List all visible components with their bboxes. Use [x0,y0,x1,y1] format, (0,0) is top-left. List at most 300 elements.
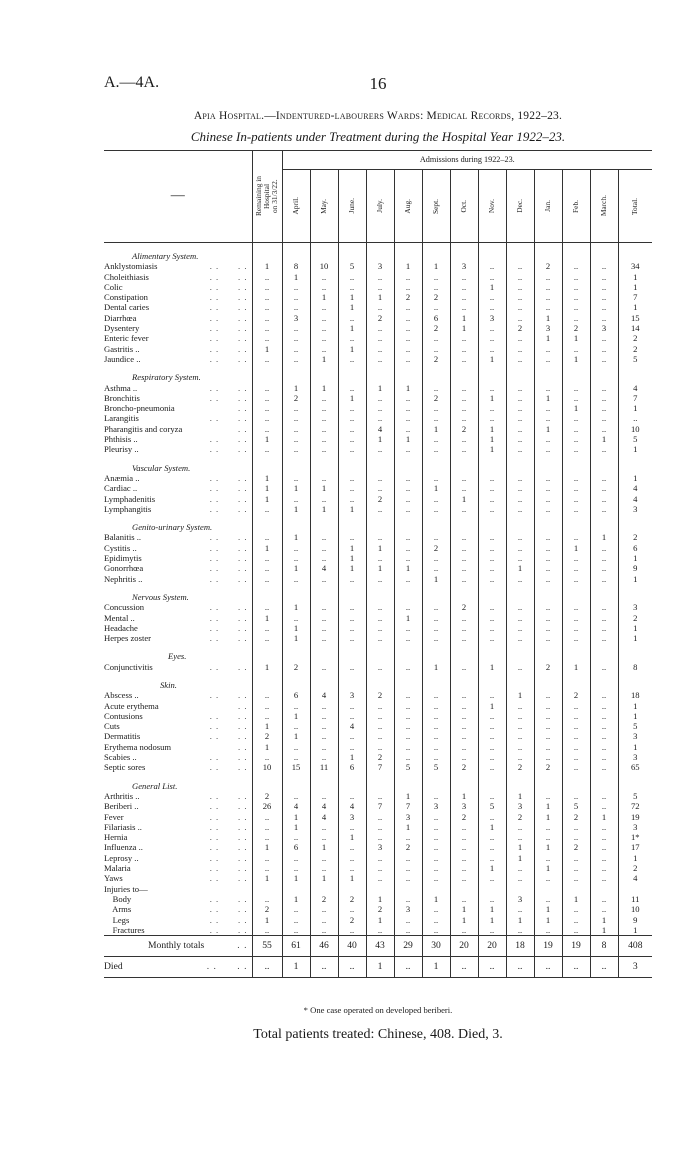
value-cell: 2 [506,762,534,772]
value-cell: .. [590,762,618,772]
value-cell: .. [282,282,310,292]
value-cell: 2 [366,752,394,762]
value-cell: .. [422,832,450,842]
value-cell: 1 [366,543,394,553]
value-cell: .. [506,623,534,633]
empty-cell [450,455,478,473]
empty-cell [506,514,534,532]
value-cell: 1 [534,812,562,822]
value-cell: .. [394,473,422,483]
value-cell: 10 [252,762,282,772]
value-cell: 5 [422,762,450,772]
value-cell: .. [478,494,506,504]
table-row [104,801,652,811]
value-cell: 3 [422,801,450,811]
value-cell: 1 [282,272,310,282]
empty-cell [562,364,590,382]
value-cell: 3 [618,822,652,832]
value-cell: .. [252,393,282,403]
value-cell: 5 [478,801,506,811]
value-cell: .. [366,272,394,282]
value-cell: .. [506,282,534,292]
value-cell: .. [394,543,422,553]
empty-cell [534,455,562,473]
row-label: Anklystomiasis . . . . [104,261,248,272]
row-label: Balanitis .. . . . . [104,532,248,543]
empty-cell [506,643,534,661]
value-cell: .. [282,473,310,483]
value-cell: .. [562,822,590,832]
value-cell: 20 [450,936,478,957]
value-cell: .. [534,563,562,573]
value-cell: .. [252,532,282,542]
value-cell: .. [534,742,562,752]
empty-cell [534,514,562,532]
value-cell: .. [506,742,534,752]
table-subtitle: Chinese In-patients under Treatment during the Hospital Year 1922–23. [190,129,566,144]
value-cell: 1 [450,904,478,914]
empty-cell [394,364,422,382]
value-cell: .. [450,272,478,282]
value-cell: 1 [366,292,394,302]
value-cell: .. [282,613,310,623]
section-title: Genito-urinary System. [132,522,213,533]
value-cell: .. [310,662,338,672]
report-title: Apia Hospital.—Indentured-labourers Wards: Medical Records, 1922–23. [193,110,563,122]
table-row [104,690,652,700]
value-cell: 8 [282,261,310,271]
empty-cell [618,243,652,262]
value-cell: .. [506,434,534,444]
value-cell: 3 [506,801,534,811]
value-cell: 1 [562,662,590,672]
table-row [104,494,652,504]
value-cell: .. [252,553,282,563]
value-cell: .. [282,333,310,343]
row-label: Injuries to— [104,883,148,894]
value-cell: .. [310,473,338,483]
value-cell: .. [252,292,282,302]
empty-cell [450,672,478,690]
row-label: Arthritis .. . . . . [104,790,248,801]
value-cell: .. [506,553,534,563]
empty-cell [478,672,506,690]
value-cell: .. [590,623,618,633]
value-cell: 2 [562,842,590,852]
value-cell: .. [310,742,338,752]
row-label: Cystitis .. . . . . [104,542,248,553]
value-cell: .. [478,563,506,573]
value-cell: .. [450,832,478,842]
table-row [104,261,652,271]
value-cell: .. [534,633,562,643]
table-row [104,633,652,643]
empty-cell [618,672,652,690]
value-cell: .. [450,543,478,553]
value-cell: .. [562,752,590,762]
value-cell: .. [562,721,590,731]
value-cell: 2 [534,762,562,772]
value-cell: .. [590,282,618,292]
value-cell: .. [252,822,282,832]
value-cell: 5 [618,354,652,364]
value-cell: .. [590,473,618,483]
value-cell: .. [478,894,506,904]
empty-cell [562,643,590,661]
value-cell: .. [534,853,562,863]
value-cell: .. [310,403,338,413]
value-cell: 1 [590,915,618,925]
value-cell: .. [562,563,590,573]
value-cell: 1 [394,434,422,444]
value-cell: .. [506,957,534,978]
value-cell: 1 [534,801,562,811]
value-cell: .. [590,801,618,811]
value-cell: 1 [506,853,534,863]
value-cell: .. [450,483,478,493]
value-cell: 3 [338,812,366,822]
value-cell: .. [394,403,422,413]
section-title: Eyes. [168,651,187,662]
value-cell: .. [562,434,590,444]
value-cell: .. [310,791,338,801]
value-cell: 1 [338,832,366,842]
value-cell: 40 [338,936,366,957]
value-cell: .. [450,333,478,343]
value-cell: .. [506,822,534,832]
empty-cell [310,514,338,532]
value-cell: .. [252,690,282,700]
row-label: Gastritis .. . . . . [104,343,248,354]
value-cell: 1 [478,434,506,444]
value-cell: .. [394,282,422,292]
value-cell: .. [310,543,338,553]
empty-cell [252,364,282,382]
row-label: Conjunctivitis . . . . [104,661,248,672]
value-cell: .. [422,272,450,282]
value-cell: .. [478,613,506,623]
row-label: Dysentery . . . . [104,323,248,334]
value-cell: .. [366,483,394,493]
value-cell: .. [394,742,422,752]
value-cell: 11 [310,762,338,772]
section-heading-row [104,584,652,602]
value-cell: .. [450,613,478,623]
value-cell: 55 [252,936,282,957]
value-cell: .. [422,553,450,563]
value-cell: .. [450,853,478,863]
value-cell: 1 [422,574,450,584]
value-cell: .. [478,832,506,842]
value-cell: 3 [618,602,652,612]
value-cell: .. [534,602,562,612]
value-cell: .. [506,633,534,643]
value-cell: .. [478,791,506,801]
value-cell: .. [506,543,534,553]
value-cell: .. [534,344,562,354]
empty-cell [252,243,282,262]
value-cell: .. [366,832,394,842]
empty-cell [366,364,394,382]
value-cell: .. [506,383,534,393]
empty-cell [282,672,310,690]
value-cell: .. [252,863,282,873]
summary-line: Total patients treated: Chinese, 408. Died, 3. [253,1027,503,1042]
empty-cell [422,455,450,473]
value-cell: .. [338,354,366,364]
empty-cell [366,672,394,690]
row-label: Cardiac .. . . . . [104,483,248,494]
value-cell: .. [338,842,366,852]
value-cell [618,884,652,894]
document-reference: A.—4A. [104,74,160,91]
value-cell: 5 [618,721,652,731]
value-cell: .. [478,812,506,822]
value-cell: 1 [562,354,590,364]
value-cell: 1 [282,633,310,643]
value-cell: 3 [366,842,394,852]
table-row [104,444,652,454]
inpatients-table [104,150,652,978]
value-cell: .. [394,721,422,731]
value-cell: .. [394,623,422,633]
value-cell: 4 [282,801,310,811]
table-row [104,272,652,282]
value-cell: .. [534,354,562,364]
value-cell: 1 [618,272,652,282]
empty-cell [506,364,534,382]
value-cell: 1 [252,261,282,271]
value-cell: .. [478,731,506,741]
empty-cell [450,514,478,532]
value-cell: .. [282,904,310,914]
value-cell: .. [338,731,366,741]
value-cell: .. [506,302,534,312]
value-cell: 2 [422,354,450,364]
value-cell: 2 [618,613,652,623]
value-cell: .. [450,731,478,741]
value-cell: .. [422,302,450,312]
value-cell: 1 [478,444,506,454]
value-cell: .. [562,413,590,423]
section-heading-row [104,364,652,382]
value-cell: 408 [618,936,652,957]
value-cell: .. [534,292,562,302]
value-cell: 1 [534,313,562,323]
empty-cell [366,514,394,532]
value-cell: 2 [562,323,590,333]
value-cell: 2 [338,894,366,904]
value-cell: .. [562,701,590,711]
value-cell: .. [450,742,478,752]
table-row [104,915,652,925]
value-cell: 2 [534,261,562,271]
page-number: 16 [369,74,387,93]
value-cell: .. [422,752,450,762]
row-label: Anæmia .. . . . . [104,472,248,483]
value-cell: .. [534,403,562,413]
value-cell: .. [310,915,338,925]
value-cell: 1 [282,383,310,393]
value-cell: .. [310,602,338,612]
value-cell: 1 [422,424,450,434]
value-cell: .. [562,553,590,563]
value-cell: .. [366,633,394,643]
value-cell: .. [366,822,394,832]
row-label: Fractures . . . . [104,924,248,935]
value-cell: 3 [618,752,652,762]
row-label: Legs . . . . [104,914,248,925]
empty-cell [338,243,366,262]
value-cell: .. [338,742,366,752]
value-cell: .. [534,302,562,312]
value-cell: .. [310,721,338,731]
value-cell: 1 [422,957,450,978]
value-cell: .. [422,563,450,573]
value-cell: .. [534,832,562,842]
value-cell: .. [252,853,282,863]
value-cell: 1 [366,894,394,904]
section-heading-row [104,672,652,690]
value-cell: 1 [394,791,422,801]
value-cell: .. [282,413,310,423]
value-cell [252,884,282,894]
value-cell: .. [478,623,506,633]
value-cell: .. [366,302,394,312]
value-cell: .. [310,413,338,423]
value-cell: .. [394,574,422,584]
value-cell: .. [394,752,422,762]
empty-cell [506,773,534,791]
value-cell: .. [422,915,450,925]
value-cell: .. [478,690,506,700]
row-label: Larangitis . . . . [104,413,248,424]
table-row [104,424,652,434]
value-cell: .. [478,483,506,493]
value-cell: .. [252,832,282,842]
value-cell: 1 [310,383,338,393]
value-cell: .. [590,602,618,612]
value-cell: .. [450,623,478,633]
value-cell: 1 [478,282,506,292]
empty-cell [282,243,310,262]
value-cell: .. [590,444,618,454]
value-cell: .. [478,403,506,413]
empty-cell [310,364,338,382]
value-cell: 1 [534,424,562,434]
value-cell: .. [394,444,422,454]
row-label: Gonorrhœa . . . . [104,563,248,574]
value-cell: .. [422,282,450,292]
empty-cell [618,773,652,791]
value-cell: .. [590,504,618,514]
value-cell: .. [282,832,310,842]
value-cell: 1 [506,915,534,925]
value-cell: .. [394,323,422,333]
value-cell: .. [310,344,338,354]
value-cell: .. [590,842,618,852]
value-cell: .. [366,323,394,333]
value-cell [506,884,534,894]
table-row [104,532,652,542]
value-cell: .. [562,473,590,483]
table-row [104,791,652,801]
value-cell: .. [534,791,562,801]
value-cell [282,884,310,894]
value-cell: 1 [282,822,310,832]
value-cell: 1 [252,543,282,553]
value-cell: 2 [310,894,338,904]
value-cell: .. [366,853,394,863]
empty-cell [338,514,366,532]
value-cell: .. [338,494,366,504]
table-row [104,853,652,863]
value-cell: .. [394,313,422,323]
empty-cell [450,584,478,602]
empty-cell [562,584,590,602]
value-cell: .. [478,553,506,563]
page-header [104,74,652,94]
admissions-header: Admissions during 1922–23. [282,151,652,170]
value-cell: .. [506,393,534,403]
table-row [104,602,652,612]
value-cell: 1 [338,563,366,573]
value-cell: .. [310,925,338,936]
value-cell: 7 [618,393,652,403]
value-cell: .. [338,473,366,483]
value-cell: 2 [394,842,422,852]
value-cell: 18 [618,690,652,700]
value-cell: 2 [252,731,282,741]
value-cell: .. [282,863,310,873]
month-header: Feb. [562,170,590,243]
empty-cell [506,584,534,602]
empty-cell [618,514,652,532]
value-cell: 7 [366,762,394,772]
value-cell: .. [422,873,450,883]
value-cell: .. [562,313,590,323]
value-cell: .. [562,904,590,914]
empty-cell [618,455,652,473]
row-label: Asthma .. . . . . [104,382,248,393]
value-cell: 1 [450,313,478,323]
value-cell: 2 [506,323,534,333]
value-cell: .. [366,403,394,413]
value-cell: .. [282,915,310,925]
value-cell: .. [478,711,506,721]
value-cell: 1 [366,434,394,444]
value-cell: .. [422,623,450,633]
value-cell: .. [366,354,394,364]
row-label: Abscess .. . . . . [104,690,248,701]
row-label: Lymphangitis . . . . [104,503,248,514]
value-cell: .. [506,473,534,483]
value-cell: .. [450,711,478,721]
value-cell: .. [394,711,422,721]
value-cell: .. [590,424,618,434]
empty-cell [394,455,422,473]
value-cell: .. [282,752,310,762]
empty-cell [478,243,506,262]
value-cell: 1 [252,721,282,731]
value-cell: .. [562,915,590,925]
value-cell: .. [366,333,394,343]
value-cell: .. [422,403,450,413]
value-cell: .. [534,494,562,504]
value-cell: .. [310,574,338,584]
row-label: Leprosy .. . . . . [104,852,248,863]
value-cell: .. [338,403,366,413]
